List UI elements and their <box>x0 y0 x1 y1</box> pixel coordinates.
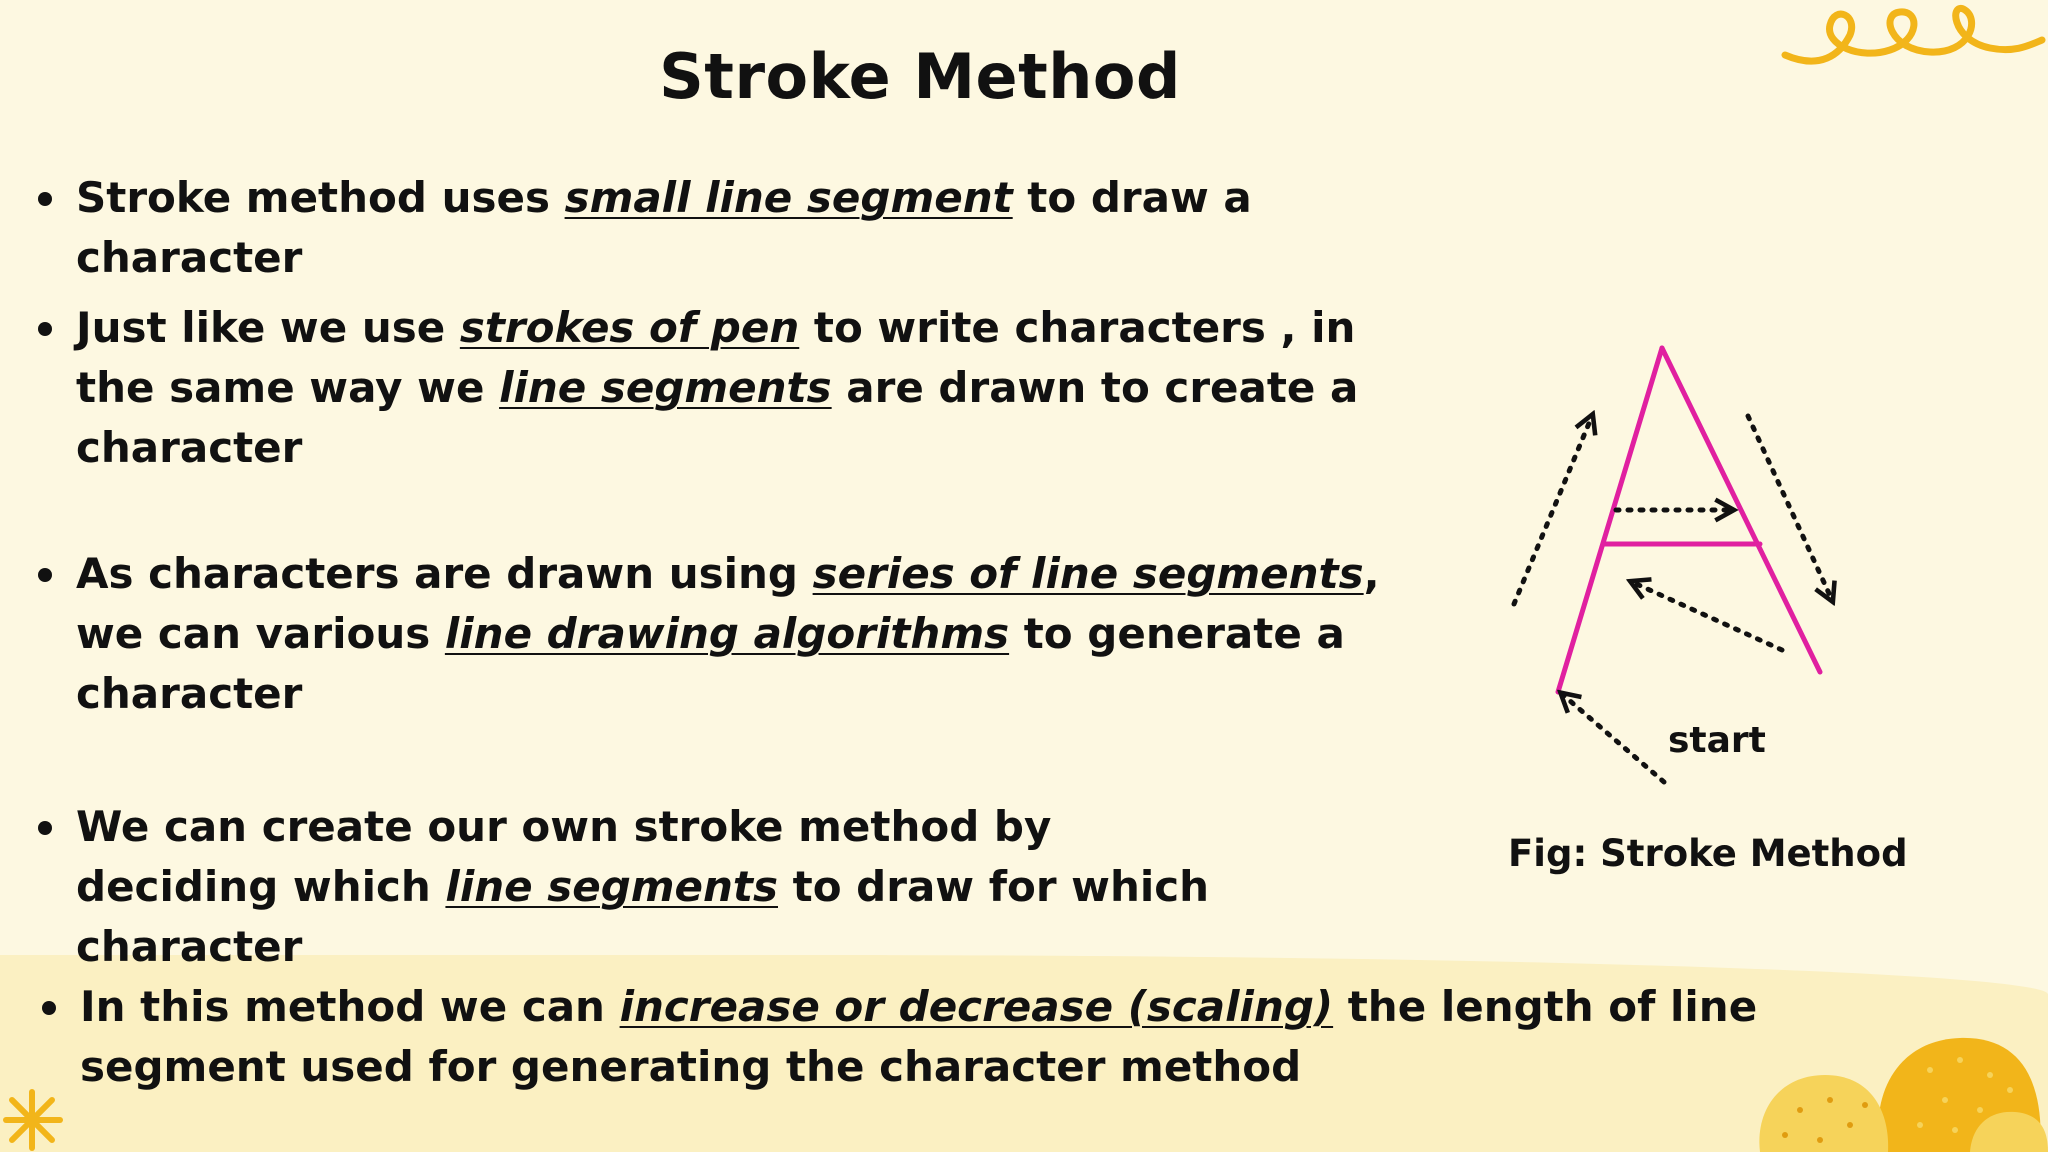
start-arrow <box>1562 694 1664 782</box>
bullet-item: Just like we use strokes of pen to write characters , in the same way we line segments are drawn to create a character <box>32 298 1396 478</box>
figure-caption: Fig: Stroke Method <box>1508 832 1908 875</box>
start-label: start <box>1668 720 1766 761</box>
star-decoration <box>0 1088 70 1152</box>
bullet-item: We can create our own stroke method by deciding which line segments to draw for which character <box>32 797 1256 977</box>
return-arrow <box>1632 582 1782 650</box>
left-stroke <box>1558 348 1662 692</box>
bullet-item: Stroke method uses small line segment to draw a character <box>32 168 1456 288</box>
up-arrow <box>1514 416 1592 604</box>
letter-a-strokes <box>1558 348 1820 692</box>
slide-title: Stroke Method <box>659 40 1181 113</box>
bullet-item: As characters are drawn using series of line segments, we can various line drawing algorithms to generate a character <box>32 544 1396 724</box>
bullet-item: In this method we can increase or decrease (scaling) the length of line segment used for generating the character method <box>36 977 1860 1097</box>
down-arrow <box>1748 416 1832 600</box>
